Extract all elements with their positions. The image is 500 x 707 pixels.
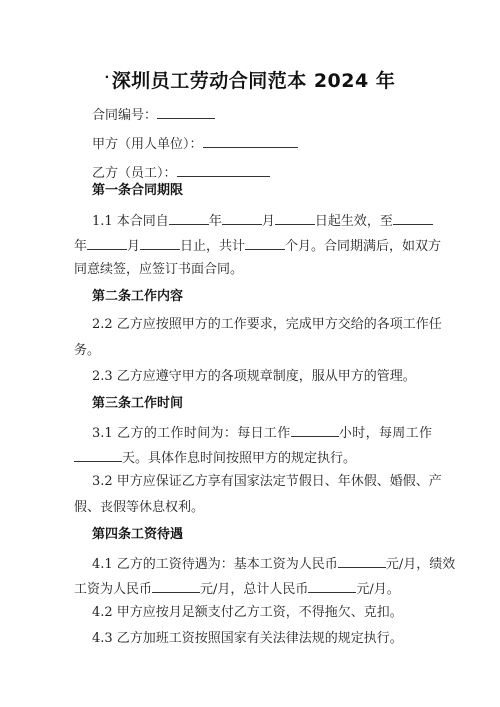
end-month-blank[interactable] [87, 235, 127, 250]
document-title [0, 66, 500, 93]
total-months-blank[interactable] [245, 235, 285, 250]
end-day-blank[interactable] [140, 235, 180, 250]
section1-para1-line1: 1.1 本合同自 年 月 日起生效，至 [92, 210, 432, 231]
title-mark: · [104, 70, 110, 84]
start-year-blank[interactable] [169, 210, 209, 225]
section2-para1-line1: 2.2 乙方应按照甲方的工作要求，完成甲方交给的各项工作任 [92, 317, 442, 332]
performance-salary-blank[interactable] [152, 578, 200, 593]
party-b-blank[interactable] [177, 162, 270, 177]
section3-para2-line2: 假、丧假等休息权利。 [74, 500, 205, 515]
weekly-days-blank[interactable] [74, 447, 122, 462]
section4-heading: 第四条工资待遇 [92, 527, 184, 542]
section3-para2-line1: 3.2 甲方应保证乙方享有国家法定节假日、年休假、婚假、产 [92, 474, 442, 489]
section1-para1-line3: 同意续签，应签订书面合同。 [74, 262, 244, 277]
base-salary-blank[interactable] [338, 553, 386, 568]
section2-heading: 第二条工作内容 [92, 289, 184, 304]
contract-number-field: 合同编号： [92, 104, 432, 125]
title-text: 深圳员工劳动合同范本 2024 年 [111, 70, 396, 92]
section3-heading: 第三条工作时间 [92, 396, 184, 411]
section4-para3: 4.3 乙方加班工资按照国家有关法律法规的规定执行。 [92, 631, 403, 646]
daily-hours-blank[interactable] [291, 422, 339, 437]
start-month-blank[interactable] [222, 210, 262, 225]
total-salary-blank[interactable] [308, 578, 356, 593]
section4-para1-line1: 4.1 乙方的工资待遇为：基本工资为人民币 元/月，绩效 [92, 553, 432, 574]
start-day-blank[interactable] [275, 210, 315, 225]
section2-para1-line2: 务。 [74, 343, 101, 358]
section2-para2: 2.3 乙方应遵守甲方的各项规章制度，服从甲方的管理。 [92, 369, 416, 384]
section1-heading: 第一条合同期限 [92, 183, 184, 198]
section1-para1-line2: 年 月 日止，共计 个月。合同期满后，如双方 [74, 235, 426, 256]
party-a-blank[interactable] [203, 133, 298, 148]
contract-number-blank[interactable] [157, 104, 215, 119]
section3-para1-line1: 3.1 乙方的工作时间为：每日工作 小时，每周工作 [92, 422, 432, 443]
section4-para2: 4.2 甲方应按月足额支付乙方工资，不得拖欠、克扣。 [92, 605, 403, 620]
section3-para1-line2: 天。具体作息时间按照甲方的规定执行。 [74, 447, 426, 468]
party-a-field: 甲方（用人单位）： [92, 133, 432, 154]
section4-para1-line2: 工资为人民币 元/月，总计人民币 元/月。 [74, 578, 426, 599]
end-year-blank[interactable] [393, 210, 433, 225]
party-b-field: 乙方（员工）： [92, 162, 432, 183]
